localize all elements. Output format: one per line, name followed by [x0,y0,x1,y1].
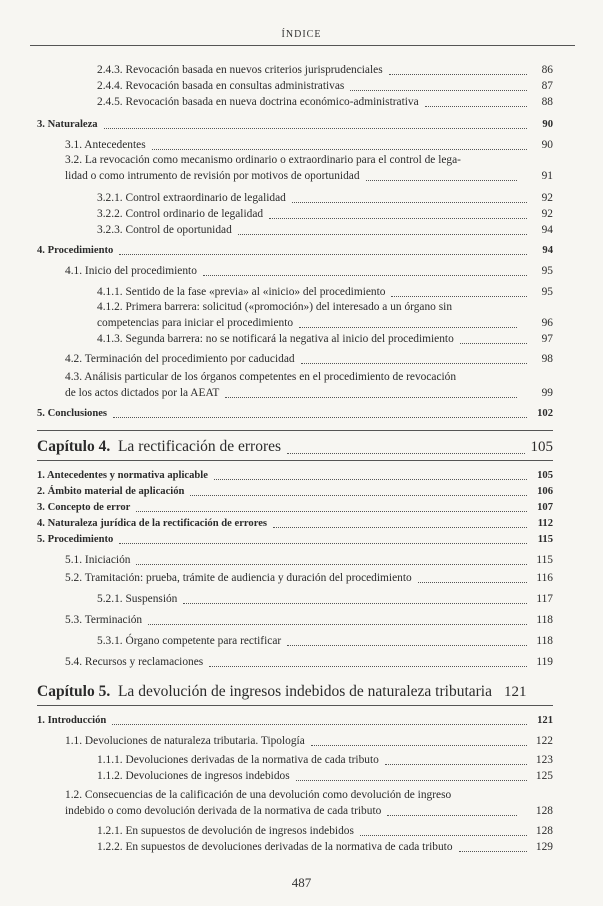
leader-dots [350,75,527,91]
toc-entry[interactable] [37,351,553,367]
leader-dots [112,709,527,725]
leader-dots [238,219,527,235]
toc-entry-label: 3.2.3. Control de oportunidad [97,224,232,236]
table-of-contents [37,62,553,855]
chapter-tag: Capítulo 5. [37,683,111,700]
toc-entry[interactable] [37,405,553,421]
toc-entry-label: 5.1. Iniciación [65,554,131,566]
page-number: 116 [536,572,553,584]
leader-dots [148,609,527,625]
toc-entry-label: 1.1.1. Devoluciones derivadas de la normativa de cada tributo [97,754,379,766]
chapter-tag: Capítulo 4. [37,438,111,455]
leader-dots [287,630,527,646]
toc-entry-label: 4.1.2. Primera barrera: solicitud («promoción») del interesado a un órgano sin [97,301,453,313]
toc-entry-label: 5. Conclusiones [37,408,108,419]
toc-entry[interactable] [37,242,553,258]
toc-entry-label: 5.3.1. Órgano competente para rectificar [97,635,282,647]
page-number: 91 [541,170,553,182]
toc-entry[interactable] [37,570,553,586]
toc-entry-label: 4.3. Análisis particular de los órganos competentes en el procedimiento de revocación [65,371,457,383]
toc-entry[interactable] [37,137,553,153]
page-number: 86 [541,64,553,76]
leader-dots [136,496,527,512]
leader-dots [366,165,517,181]
toc-entry-label: 5.3. Terminación [65,614,143,626]
toc-entry-label: 1.2.1. En supuestos de devolución de ingresos indebidos [97,825,354,837]
toc-entry-label-continued: de los actos dictados por la AEAT [65,387,220,399]
chapter-title: La devolución de ingresos indebidos de naturaleza tributaria [117,683,492,700]
toc-entry-label: 4. Naturaleza jurídica de la rectificación de errores [37,518,268,529]
toc-entry-label: 2.4.4. Revocación basada en consultas administrativas [97,80,345,92]
toc-entry-label: 1. Antecedentes y normativa aplicable [37,470,208,481]
leader-dots [389,59,527,75]
toc-entry[interactable] [37,733,553,749]
page-number: 121 [537,715,553,726]
toc-entry-label: 3.2.2. Control ordinario de legalidad [97,208,264,220]
page-number: 129 [535,841,553,853]
leader-dots [119,528,527,544]
page-number: 94 [542,245,553,256]
leader-dots [119,239,527,255]
toc-entry-label: 1. Introducción [37,715,107,726]
leader-dots [292,187,527,203]
toc-entry[interactable] [37,839,553,855]
leader-dots [425,91,527,107]
toc-entry[interactable] [37,633,553,649]
toc-entry-label: 3.1. Antecedentes [65,139,146,151]
page-number: 106 [537,486,553,497]
toc-entry-label: 1.1. Devoluciones de naturaleza tributaria. Tipología [65,735,305,747]
leader-dots [391,281,527,297]
leader-dots [418,567,527,583]
toc-entry-label: 1.1.2. Devoluciones de ingresos indebidos [97,770,290,782]
toc-entry-label-continued: indebido o como devolución derivada de la normativa de cada tributo [65,805,382,817]
running-header: ÍNDICE [281,29,322,40]
page-number: 92 [541,208,553,220]
page-number: 112 [537,518,553,529]
page-number: 118 [536,614,553,626]
leader-dots [225,382,517,398]
chapter-title: La rectificación de errores [117,438,282,455]
page-number: 95 [541,286,553,298]
page-number: 128 [535,805,553,817]
leader-dots [460,328,527,344]
leader-dots [296,765,527,781]
toc-entry[interactable] [37,370,553,401]
toc-entry-label: 4.1.1. Sentido de la fase «previa» al «inicio» del procedimiento [97,286,386,298]
page-number: 128 [535,825,553,837]
chapter-4-heading[interactable] [37,437,553,457]
page-number: 92 [541,192,553,204]
toc-entry-label: 3. Concepto de error [37,502,131,513]
page-number: 87 [541,80,553,92]
chapter-5-heading[interactable] [37,682,553,702]
toc-entry[interactable] [37,591,553,607]
header-rule [30,45,575,46]
leader-dots [209,651,527,667]
toc-section-chapter-3-end [37,62,553,421]
page-number: 117 [536,593,553,605]
page-number: 98 [541,353,553,365]
toc-entry[interactable] [37,531,553,547]
page-number: 105 [530,439,553,455]
leader-dots [360,820,527,836]
leader-dots [287,438,524,454]
toc-entry[interactable] [37,712,553,728]
page-number: 115 [537,534,553,545]
toc-entry-label: 3.2. La revocación como mecanismo ordinario o extraordinario para el control de lega- [65,154,461,166]
page-number: 122 [535,735,553,747]
toc-entry-label: 2.4.5. Revocación basada en nueva doctrina económico-administrativa [97,96,419,108]
toc-entry[interactable] [37,284,553,300]
toc-entry[interactable] [37,331,553,347]
page-number: 121 [504,684,527,700]
leader-dots [269,203,527,219]
toc-entry-label: 1.2. Consecuencias de la calificación de una devolución como devolución de ingreso [65,789,452,801]
leader-dots [136,549,527,565]
toc-entry-label: 5.4. Recursos y reclamaciones [65,656,204,668]
leader-dots [273,512,527,528]
leader-dots [459,836,527,852]
toc-entry-label-continued: lidad o como intrumento de revisión por motivos de oportunidad [65,170,360,182]
leader-dots [183,588,527,604]
toc-entry[interactable] [37,153,553,184]
page-number: 90 [541,139,553,151]
toc-entry-label: 4.1. Inicio del procedimiento [65,265,197,277]
leader-dots [203,260,527,276]
leader-dots [104,113,527,129]
page-number: 115 [536,554,553,566]
page-number: 97 [541,333,553,345]
leader-dots [299,312,517,328]
toc-entry[interactable] [37,263,553,279]
toc-section-chapter-4 [37,467,553,670]
toc-entry[interactable] [37,612,553,628]
toc-entry-label: 3. Naturaleza [37,119,98,130]
leader-dots [311,730,527,746]
toc-entry[interactable] [37,116,553,132]
page-number: 96 [541,317,553,329]
toc-section-chapter-5 [37,712,553,855]
toc-entry[interactable] [37,768,553,784]
page-number: 105 [537,470,553,481]
toc-entry-label: 3.2.1. Control extraordinario de legalidad [97,192,286,204]
toc-entry[interactable] [37,94,553,110]
page-number: 102 [537,408,553,419]
leader-dots [387,800,517,816]
toc-entry[interactable] [37,222,553,238]
leader-dots [385,749,527,765]
toc-entry[interactable] [37,788,553,819]
page-number: 88 [541,96,553,108]
chapter-rule [37,430,553,431]
page-number: 95 [541,265,553,277]
leader-dots [190,480,527,496]
page-number: 99 [541,387,553,399]
leader-dots [214,464,527,480]
toc-entry-label: 2. Ámbito material de aplicación [37,486,185,497]
page-number: 125 [535,770,553,782]
leader-dots [113,402,527,418]
page-number: 107 [537,502,553,513]
chapter-rule [37,705,553,706]
page-number: 90 [542,119,553,130]
toc-entry-label: 2.4.3. Revocación basada en nuevos criterios jurisprudenciales [97,64,383,76]
toc-entry[interactable] [37,654,553,670]
leader-dots [152,134,527,150]
toc-entry-label: 4. Procedimiento [37,245,114,256]
toc-entry[interactable] [37,552,553,568]
page-number: 119 [536,656,553,668]
page-number: 94 [541,224,553,236]
toc-entry-label: 4.2. Terminación del procedimiento por caducidad [65,353,295,365]
toc-entry-label: 5.2.1. Suspensión [97,593,178,605]
page-footer-number: 487 [291,875,312,890]
toc-entry[interactable] [37,300,553,331]
page-number: 118 [536,635,553,647]
toc-entry-label: 5.2. Tramitación: prueba, trámite de audiencia y duración del procedimiento [65,572,412,584]
toc-entry-label: 5. Procedimiento [37,534,114,545]
toc-entry-label: 1.2.2. En supuestos de devoluciones derivadas de la normativa de cada tributo [97,841,453,853]
page-number: 123 [535,754,553,766]
chapter-rule [37,460,553,461]
toc-entry-label: 4.1.3. Segunda barrera: no se notificará la negativa al inicio del procedimiento [97,333,454,345]
toc-entry-label-continued: competencias para iniciar el procedimiento [97,317,294,329]
leader-dots [301,348,527,364]
